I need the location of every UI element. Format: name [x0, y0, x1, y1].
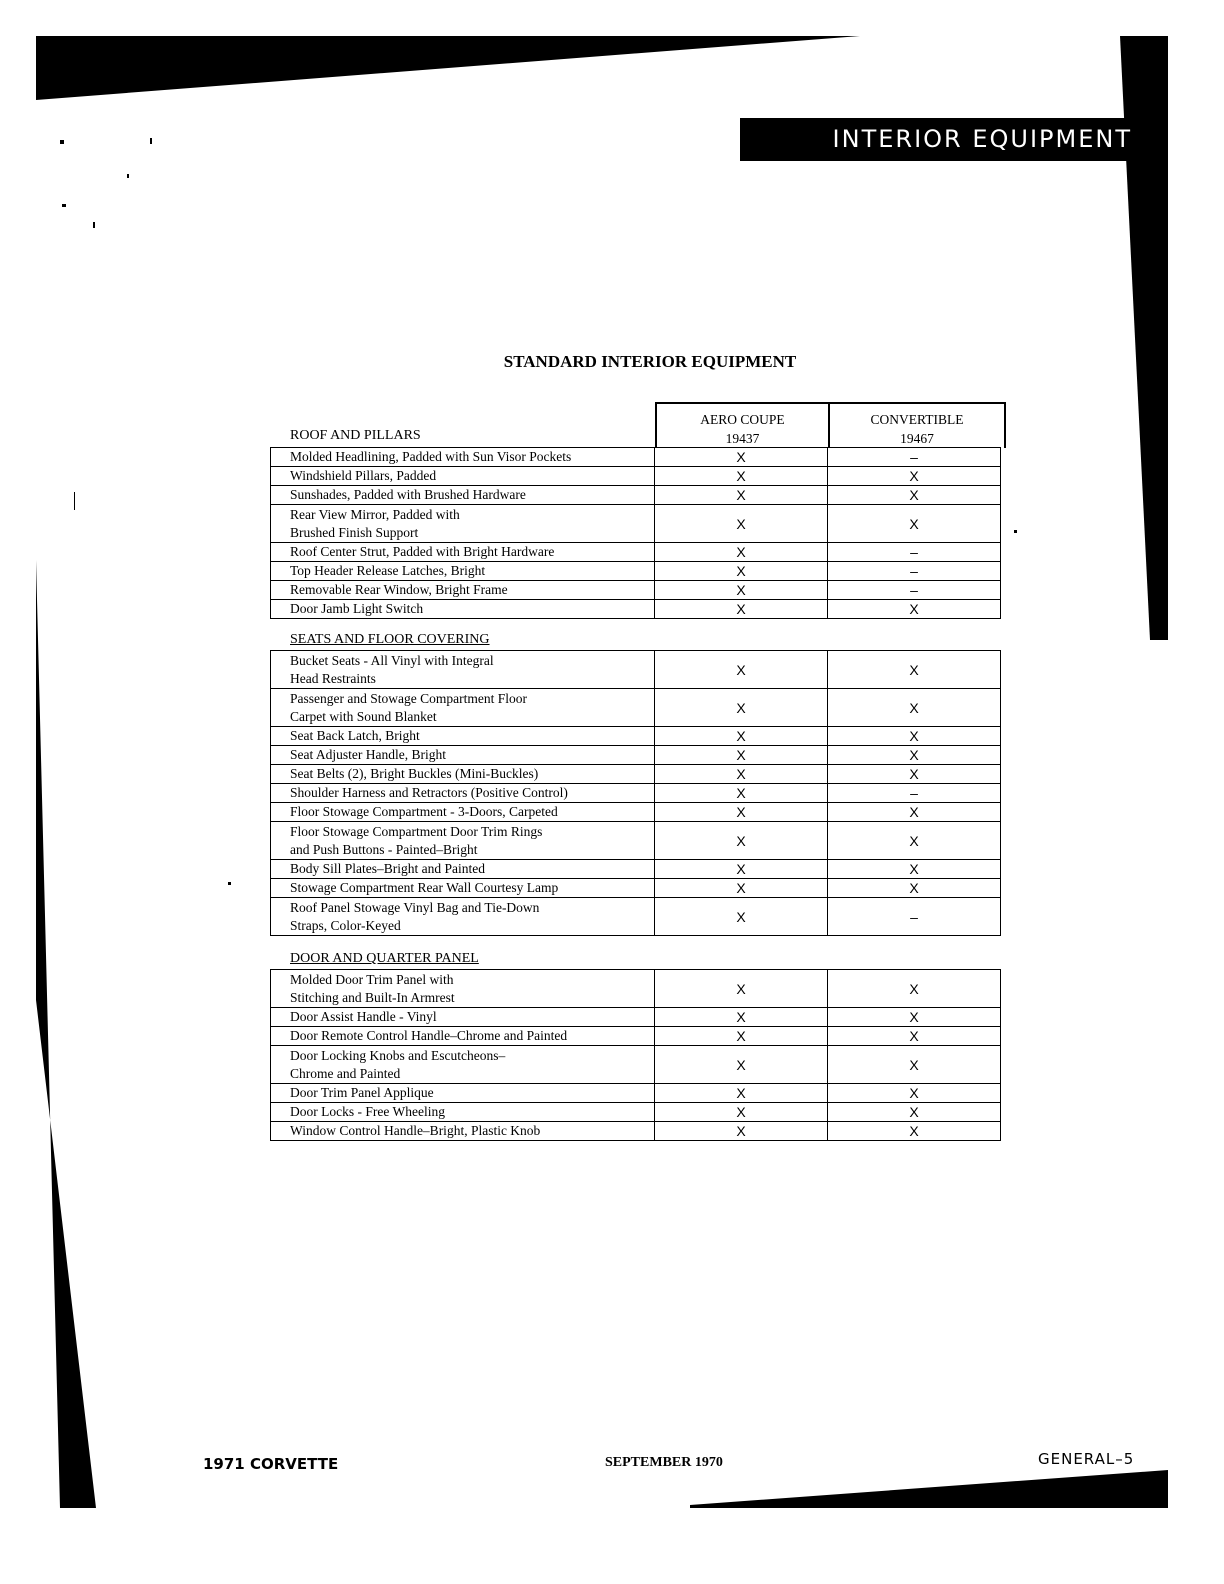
coupe-mark: X	[655, 898, 828, 936]
coupe-mark: X	[655, 689, 828, 727]
convertible-mark: X	[828, 746, 1001, 765]
coupe-mark: X	[655, 486, 828, 505]
item-name: Top Header Release Latches, Bright	[271, 562, 655, 581]
convertible-mark: –	[828, 562, 1001, 581]
coupe-mark: X	[655, 765, 828, 784]
convertible-mark: X	[828, 1103, 1001, 1122]
convertible-mark: X	[828, 1122, 1001, 1141]
coupe-mark: X	[655, 803, 828, 822]
item-name: Roof Center Strut, Padded with Bright Hardware	[271, 543, 655, 562]
scan-speck	[60, 140, 64, 144]
table-row	[271, 879, 1001, 898]
item-name: Floor Stowage Compartment - 3-Doors, Carpeted	[271, 803, 655, 822]
item-name: Removable Rear Window, Bright Frame	[271, 581, 655, 600]
section-heading-door: DOOR AND QUARTER PANEL	[290, 951, 479, 966]
item-name: Window Control Handle–Bright, Plastic Knob	[271, 1122, 655, 1141]
item-name: Door Locking Knobs and Escutcheons– Chrome and Painted	[271, 1046, 655, 1084]
item-name: Door Locks - Free Wheeling	[271, 1103, 655, 1122]
convertible-mark: X	[828, 1046, 1001, 1084]
table-row	[271, 505, 1001, 543]
item-name: Passenger and Stowage Compartment Floor Carpet with Sound Blanket	[271, 689, 655, 727]
bottom-scan-band	[690, 1470, 1168, 1508]
item-name: Door Remote Control Handle–Chrome and Painted	[271, 1027, 655, 1046]
item-name: Body Sill Plates–Bright and Painted	[271, 860, 655, 879]
convertible-mark: X	[828, 803, 1001, 822]
coupe-mark: X	[655, 600, 828, 619]
table-row	[271, 898, 1001, 936]
item-name: Sunshades, Padded with Brushed Hardware	[271, 486, 655, 505]
scan-speck	[74, 492, 75, 510]
table-row	[271, 1103, 1001, 1122]
coupe-mark: X	[655, 860, 828, 879]
convertible-mark: –	[828, 448, 1001, 467]
table-row	[271, 651, 1001, 689]
item-name: Seat Belts (2), Bright Buckles (Mini-Buckles)	[271, 765, 655, 784]
item-name: Rear View Mirror, Padded with Brushed Finish Support	[271, 505, 655, 543]
item-name: Windshield Pillars, Padded	[271, 467, 655, 486]
scan-speck	[228, 882, 231, 885]
convertible-mark: X	[828, 651, 1001, 689]
coupe-column-header	[655, 410, 830, 448]
coupe-mark: X	[655, 581, 828, 600]
convertible-column-code: 19467	[900, 431, 934, 446]
item-name: Molded Door Trim Panel with Stitching and Built-In Armrest	[271, 970, 655, 1008]
table-row	[271, 822, 1001, 860]
item-name: Seat Adjuster Handle, Bright	[271, 746, 655, 765]
table-row	[271, 600, 1001, 619]
scan-speck	[127, 174, 129, 178]
convertible-mark: –	[828, 581, 1001, 600]
scan-speck	[62, 204, 66, 207]
convertible-mark: X	[828, 727, 1001, 746]
coupe-mark: X	[655, 562, 828, 581]
left-scan-band	[36, 560, 96, 1508]
item-name: Seat Back Latch, Bright	[271, 727, 655, 746]
table-row	[271, 1046, 1001, 1084]
coupe-mark: X	[655, 467, 828, 486]
item-name: Door Jamb Light Switch	[271, 600, 655, 619]
scan-speck	[150, 138, 152, 144]
table-row	[271, 486, 1001, 505]
convertible-mark: –	[828, 898, 1001, 936]
convertible-mark: X	[828, 860, 1001, 879]
item-name: Floor Stowage Compartment Door Trim Rings and Push Buttons - Painted–Bright	[271, 822, 655, 860]
table-row	[271, 765, 1001, 784]
item-name: Door Trim Panel Applique	[271, 1084, 655, 1103]
item-name: Stowage Compartment Rear Wall Courtesy Lamp	[271, 879, 655, 898]
table-row	[271, 1084, 1001, 1103]
table-row	[271, 581, 1001, 600]
item-name: Molded Headlining, Padded with Sun Visor Pockets	[271, 448, 655, 467]
convertible-mark: X	[828, 879, 1001, 898]
coupe-mark: X	[655, 1084, 828, 1103]
coupe-mark: X	[655, 543, 828, 562]
coupe-mark: X	[655, 879, 828, 898]
table-row	[271, 689, 1001, 727]
table-row	[271, 803, 1001, 822]
table-row	[271, 727, 1001, 746]
coupe-mark: X	[655, 448, 828, 467]
coupe-mark: X	[655, 970, 828, 1008]
convertible-mark: X	[828, 822, 1001, 860]
section-header-tab: INTERIOR EQUIPMENT	[740, 118, 1140, 161]
table-row	[271, 784, 1001, 803]
convertible-column-header	[828, 410, 1006, 448]
item-name: Shoulder Harness and Retractors (Positive Control)	[271, 784, 655, 803]
table-row	[271, 562, 1001, 581]
coupe-mark: X	[655, 822, 828, 860]
roof-and-pillars-table	[270, 447, 1001, 619]
item-name: Bucket Seats - All Vinyl with Integral Head Restraints	[271, 651, 655, 689]
coupe-mark: X	[655, 651, 828, 689]
item-name: Roof Panel Stowage Vinyl Bag and Tie-Down Straps, Color-Keyed	[271, 898, 655, 936]
coupe-mark: X	[655, 1008, 828, 1027]
footer-page-number: GENERAL–5	[1038, 1450, 1135, 1468]
convertible-mark: X	[828, 970, 1001, 1008]
coupe-column-name: AERO COUPE	[700, 412, 785, 427]
table-row	[271, 860, 1001, 879]
footer-model: 1971 CORVETTE	[203, 1455, 339, 1473]
section-heading-seats: SEATS AND FLOOR COVERING	[290, 632, 490, 647]
table-row	[271, 970, 1001, 1008]
table-row	[271, 746, 1001, 765]
convertible-mark: X	[828, 467, 1001, 486]
convertible-mark: X	[828, 1008, 1001, 1027]
table-row	[271, 543, 1001, 562]
convertible-mark: –	[828, 784, 1001, 803]
coupe-mark: X	[655, 784, 828, 803]
convertible-mark: X	[828, 1027, 1001, 1046]
coupe-mark: X	[655, 505, 828, 543]
coupe-mark: X	[655, 727, 828, 746]
table-row	[271, 1027, 1001, 1046]
table-row	[271, 1122, 1001, 1141]
item-name: Door Assist Handle - Vinyl	[271, 1008, 655, 1027]
scan-speck	[93, 222, 95, 228]
scan-speck	[1014, 530, 1017, 533]
seats-and-floor-table	[270, 650, 1001, 936]
table-row	[271, 467, 1001, 486]
convertible-mark: X	[828, 505, 1001, 543]
door-and-quarter-table	[270, 969, 1001, 1141]
coupe-mark: X	[655, 1046, 828, 1084]
coupe-mark: X	[655, 1103, 828, 1122]
table-row	[271, 448, 1001, 467]
coupe-column-code: 19437	[725, 431, 760, 446]
footer-date: SEPTEMBER 1970	[605, 1455, 723, 1470]
convertible-column-name: CONVERTIBLE	[870, 412, 964, 427]
coupe-mark: X	[655, 1027, 828, 1046]
convertible-mark: X	[828, 765, 1001, 784]
convertible-mark: X	[828, 486, 1001, 505]
convertible-mark: X	[828, 1084, 1001, 1103]
section-heading-roof: ROOF AND PILLARS	[290, 428, 421, 443]
coupe-mark: X	[655, 746, 828, 765]
page-title: STANDARD INTERIOR EQUIPMENT	[503, 352, 797, 371]
convertible-mark: X	[828, 600, 1001, 619]
convertible-mark: –	[828, 543, 1001, 562]
top-scan-band	[36, 36, 860, 100]
convertible-mark: X	[828, 689, 1001, 727]
table-row	[271, 1008, 1001, 1027]
coupe-mark: X	[655, 1122, 828, 1141]
